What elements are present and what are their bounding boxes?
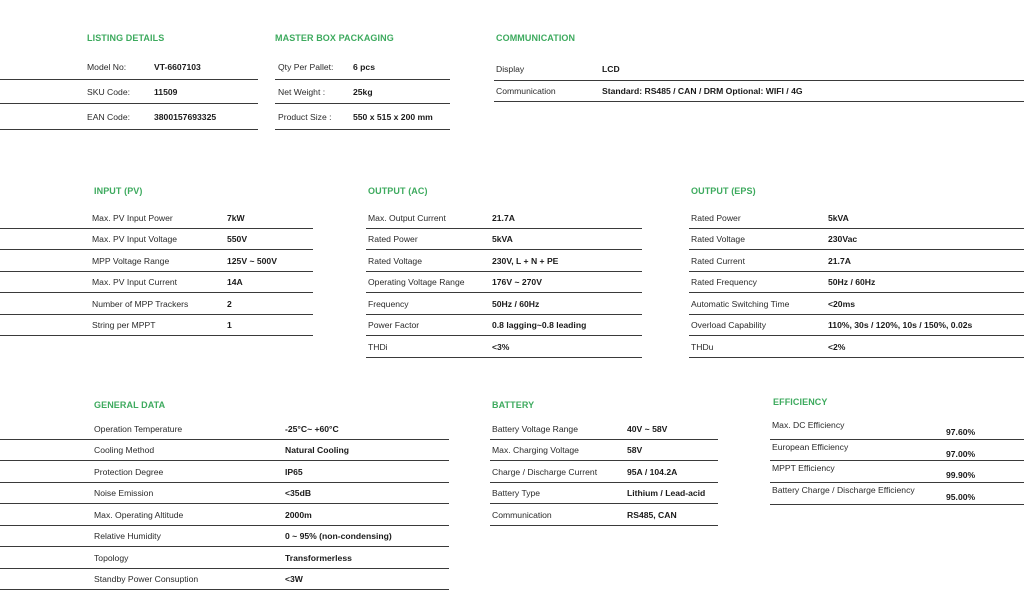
table-row bbox=[0, 504, 449, 526]
row-label: Relative Humidity bbox=[94, 531, 161, 541]
table-row bbox=[0, 526, 449, 547]
row-label: Model No: bbox=[87, 62, 127, 72]
row-label: SKU Code: bbox=[87, 86, 130, 97]
table-row bbox=[689, 207, 1024, 229]
row-value: 97.00% bbox=[946, 448, 976, 459]
table-row bbox=[770, 483, 1024, 505]
row-value: 550V bbox=[227, 234, 248, 244]
row-value: 2000m bbox=[285, 509, 312, 520]
row-value: 176V ~ 270V bbox=[492, 277, 542, 287]
row-label: Communication bbox=[496, 86, 556, 96]
table-row bbox=[366, 336, 642, 358]
table-row bbox=[770, 461, 1024, 483]
row-value: 3800157693325 bbox=[154, 111, 217, 122]
row-value: -25°C~ +60°C bbox=[285, 423, 339, 434]
table-row bbox=[0, 547, 449, 569]
row-label: Operation Temperature bbox=[94, 423, 183, 434]
table-row bbox=[494, 81, 1024, 102]
row-label: Product Size : bbox=[278, 111, 332, 122]
row-label: Max. PV Input Power bbox=[92, 212, 173, 223]
table-row bbox=[689, 315, 1024, 336]
table-row bbox=[0, 483, 449, 504]
communication-table bbox=[494, 58, 1024, 102]
table-row bbox=[366, 293, 642, 315]
table-row bbox=[366, 272, 642, 293]
row-label: Net Weight : bbox=[278, 86, 326, 97]
row-label: MPPT Efficiency bbox=[772, 463, 835, 474]
row-value: <35dB bbox=[285, 488, 312, 498]
row-label: Display bbox=[496, 64, 525, 74]
table-row bbox=[275, 104, 450, 130]
row-value: 1 bbox=[227, 320, 232, 330]
listing-details-title: LISTING DETAILS bbox=[87, 33, 165, 43]
communication-title: COMMUNICATION bbox=[496, 33, 576, 43]
table-row bbox=[0, 229, 313, 250]
table-row bbox=[0, 569, 449, 590]
row-value: 7kW bbox=[227, 212, 245, 223]
row-label: Rated Voltage bbox=[691, 234, 745, 244]
packaging-table bbox=[275, 55, 450, 130]
row-label: Topology bbox=[94, 552, 129, 563]
row-label: Rated Frequency bbox=[691, 277, 757, 287]
row-value: 230Vac bbox=[828, 234, 858, 244]
row-value: 6 pcs bbox=[353, 62, 375, 72]
row-label: Communication bbox=[492, 509, 552, 520]
row-label: THDi bbox=[368, 341, 388, 352]
table-row bbox=[689, 250, 1024, 272]
row-label: EAN Code: bbox=[87, 111, 130, 122]
row-value: Lithium / Lead-acid bbox=[627, 488, 706, 498]
row-label: Qty Per Pallet: bbox=[278, 62, 334, 72]
row-label: Max. PV Input Current bbox=[92, 277, 178, 287]
row-value: <3W bbox=[285, 574, 303, 584]
row-value: 5kVA bbox=[828, 212, 849, 223]
table-row bbox=[490, 461, 718, 483]
table-row bbox=[689, 336, 1024, 358]
packaging-title: MASTER BOX PACKAGING bbox=[275, 33, 394, 43]
row-value: IP65 bbox=[285, 466, 303, 477]
output-ac-title: OUTPUT (AC) bbox=[368, 186, 428, 196]
efficiency-title: EFFICIENCY bbox=[773, 397, 828, 407]
table-row bbox=[689, 272, 1024, 293]
row-value: 5kVA bbox=[492, 234, 513, 244]
row-label: Noise Emission bbox=[94, 488, 154, 498]
row-value: Transformerless bbox=[285, 552, 352, 563]
row-label: Number of MPP Trackers bbox=[92, 298, 189, 309]
row-value: RS485, CAN bbox=[627, 509, 677, 520]
table-row bbox=[770, 440, 1024, 461]
row-value: LCD bbox=[602, 64, 620, 74]
battery-table bbox=[490, 418, 718, 526]
row-label: Max. DC Efficiency bbox=[772, 420, 845, 431]
table-row bbox=[0, 80, 258, 104]
table-row bbox=[0, 418, 449, 440]
table-row bbox=[0, 315, 313, 336]
row-value: 0 ~ 95% (non-condensing) bbox=[285, 531, 392, 541]
row-label: Battery Type bbox=[492, 488, 541, 498]
row-label: Battery Voltage Range bbox=[492, 423, 578, 434]
table-row bbox=[0, 55, 258, 80]
table-row bbox=[366, 229, 642, 250]
table-row bbox=[0, 250, 313, 272]
battery-title: BATTERY bbox=[492, 400, 535, 410]
row-value: 2 bbox=[227, 298, 232, 309]
table-row bbox=[366, 207, 642, 229]
table-row bbox=[366, 250, 642, 272]
row-value: 25kg bbox=[353, 86, 373, 97]
row-value: 11509 bbox=[154, 86, 178, 97]
output-eps-table bbox=[689, 207, 1024, 358]
row-value: Natural Cooling bbox=[285, 445, 349, 455]
row-value: <2% bbox=[828, 341, 846, 352]
output-eps-title: OUTPUT (EPS) bbox=[691, 186, 756, 196]
row-label: Protection Degree bbox=[94, 466, 164, 477]
table-row bbox=[494, 58, 1024, 81]
table-row bbox=[0, 272, 313, 293]
row-value: VT-6607103 bbox=[154, 62, 201, 72]
row-value: 50Hz / 60Hz bbox=[828, 277, 876, 287]
row-value: 21.7A bbox=[828, 255, 851, 266]
row-label: Rated Power bbox=[368, 234, 418, 244]
table-row bbox=[275, 55, 450, 80]
table-row bbox=[0, 440, 449, 461]
row-label: Max. Operating Altitude bbox=[94, 509, 184, 520]
row-label: Max. PV Input Voltage bbox=[92, 234, 178, 244]
row-label: Rated Current bbox=[691, 255, 745, 266]
row-label: Frequency bbox=[368, 298, 409, 309]
table-row bbox=[490, 440, 718, 461]
row-label: Battery Charge / Discharge Efficiency bbox=[772, 485, 915, 496]
row-value: 0.8 lagging~0.8 leading bbox=[492, 320, 587, 330]
table-row bbox=[366, 315, 642, 336]
row-label: Standby Power Consuption bbox=[94, 574, 199, 584]
row-label: Overload Capability bbox=[691, 320, 766, 330]
row-label: MPP Voltage Range bbox=[92, 255, 170, 266]
row-value: <20ms bbox=[828, 298, 855, 309]
table-row bbox=[0, 104, 258, 130]
row-value: 58V bbox=[627, 445, 643, 455]
row-label: Rated Power bbox=[691, 212, 741, 223]
input-pv-title: INPUT (PV) bbox=[94, 186, 143, 196]
general-data-table bbox=[0, 418, 449, 590]
table-row bbox=[490, 418, 718, 440]
table-row bbox=[0, 461, 449, 483]
row-value: 110%, 30s / 120%, 10s / 150%, 0.02s bbox=[828, 320, 973, 330]
row-label: Max. Output Current bbox=[368, 212, 446, 223]
row-value: Standard: RS485 / CAN / DRM Optional: WIFI / 4G bbox=[602, 86, 803, 96]
row-value: <3% bbox=[492, 341, 510, 352]
row-label: Charge / Discharge Current bbox=[492, 466, 598, 477]
listing-details-table bbox=[0, 55, 258, 130]
table-row bbox=[0, 207, 313, 229]
row-label: Rated Voltage bbox=[368, 255, 422, 266]
table-row bbox=[275, 80, 450, 104]
row-label: European Efficiency bbox=[772, 442, 849, 452]
row-value: 21.7A bbox=[492, 212, 515, 223]
row-label: String per MPPT bbox=[92, 320, 156, 330]
table-row bbox=[689, 293, 1024, 315]
input-pv-table bbox=[0, 207, 313, 336]
row-value: 550 x 515 x 200 mm bbox=[353, 111, 433, 122]
table-row bbox=[490, 483, 718, 504]
table-row bbox=[770, 418, 1024, 440]
row-value: 40V ~ 58V bbox=[627, 423, 668, 434]
row-label: Cooling Method bbox=[94, 445, 155, 455]
row-label: THDu bbox=[691, 341, 714, 352]
row-value: 95A / 104.2A bbox=[627, 466, 678, 477]
row-value: 97.60% bbox=[946, 427, 976, 438]
row-value: 14A bbox=[227, 277, 243, 287]
table-row bbox=[689, 229, 1024, 250]
row-value: 230V, L + N + PE bbox=[492, 255, 559, 266]
output-ac-table bbox=[366, 207, 642, 358]
efficiency-table bbox=[770, 418, 1024, 505]
table-row bbox=[490, 504, 718, 526]
row-value: 50Hz / 60Hz bbox=[492, 298, 540, 309]
row-label: Automatic Switching Time bbox=[691, 298, 790, 309]
general-data-title: GENERAL DATA bbox=[94, 400, 166, 410]
row-value: 95.00% bbox=[946, 492, 976, 503]
row-label: Power Factor bbox=[368, 320, 420, 330]
row-label: Operating Voltage Range bbox=[368, 277, 465, 287]
row-value: 99.90% bbox=[946, 470, 976, 481]
row-value: 125V ~ 500V bbox=[227, 255, 277, 266]
table-row bbox=[0, 293, 313, 315]
row-label: Max. Charging Voltage bbox=[492, 445, 579, 455]
